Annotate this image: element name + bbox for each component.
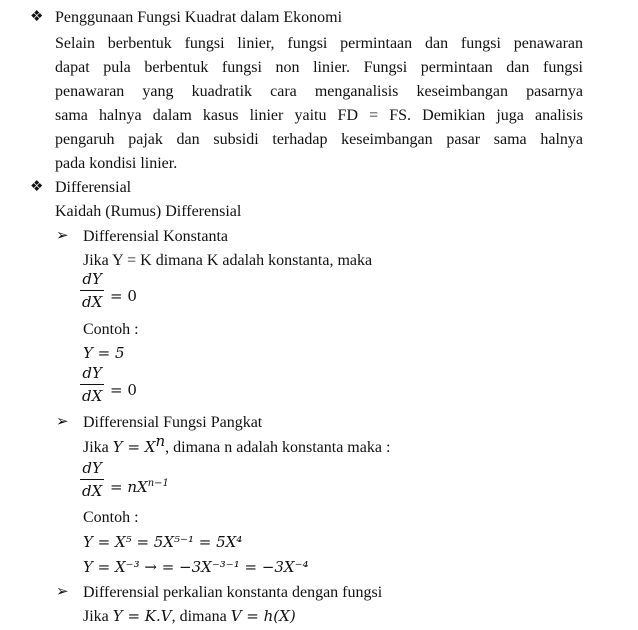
desc-math-exponent: n bbox=[155, 432, 166, 450]
paragraph-line-3: penawaran yang kuadratik cara menganalisis keseimbangan pasarnya bbox=[55, 83, 583, 100]
derivative-fraction bbox=[80, 272, 104, 310]
fraction-bar bbox=[80, 384, 104, 385]
fraction-bar bbox=[80, 479, 104, 480]
rule-constant-desc: Jika Y = K dimana K adalah konstanta, maka bbox=[83, 252, 373, 269]
equation-rhs: = 0 bbox=[110, 287, 137, 305]
power-rule-rhs bbox=[110, 480, 169, 495]
fraction-denominator: dX bbox=[82, 482, 103, 500]
arrowhead-bullet-icon: ➢ bbox=[56, 226, 69, 244]
paragraph-line-6: pada kondisi linier. bbox=[55, 155, 178, 172]
arrowhead-bullet-icon: ➢ bbox=[56, 412, 69, 430]
four-diamond-bullet-icon: ❖ bbox=[30, 177, 44, 195]
desc-prefix: Jika bbox=[83, 439, 109, 456]
section-title-quadratic: Penggunaan Fungsi Kuadrat dalam Ekonomi bbox=[55, 9, 343, 26]
example-rhs: = 0 bbox=[110, 381, 137, 399]
fraction-bar bbox=[80, 290, 104, 291]
rule-power-title: Differensial Fungsi Pangkat bbox=[83, 414, 263, 431]
paragraph-line-2: dapat pula berbentuk fungsi non linier. Fungsi permintaan dan fungsi bbox=[55, 59, 583, 76]
desc-mid: , dimana bbox=[171, 608, 227, 625]
fraction-numerator: dY bbox=[82, 270, 102, 288]
example-equation-1: Y = X⁵ = 5X⁵⁻¹ = 5X⁴ bbox=[83, 533, 243, 551]
desc-math-2: V = h(X) bbox=[230, 607, 296, 625]
rhs-exponent: n−1 bbox=[147, 478, 169, 489]
example-label: Contoh : bbox=[83, 321, 139, 338]
desc-math-1: Y = K.V bbox=[112, 607, 172, 625]
fraction-numerator: dY bbox=[82, 364, 102, 382]
section-title-differential: Differensial bbox=[55, 179, 132, 196]
paragraph-line-1: Selain berbentuk fungsi linier, fungsi permintaan dan fungsi penawaran bbox=[55, 35, 583, 52]
paragraph-line-5: pengaruh pajak dan subsidi terhadap keseimbangan pasar sama halnya bbox=[55, 131, 583, 148]
example-label: Contoh : bbox=[83, 509, 139, 526]
rule-constant-multiply-desc bbox=[83, 609, 296, 625]
example-equation-2: Y = X⁻³ → = −3X⁻³⁻¹ = −3X⁻⁴ bbox=[83, 558, 309, 576]
paragraph-line-4: sama halnya dalam kasus linier yaitu FD = FS. Demikian juga analisis bbox=[55, 107, 583, 124]
rule-constant-multiply-title: Differensial perkalian konstanta dengan fungsi bbox=[83, 584, 383, 601]
desc-prefix: Jika bbox=[83, 608, 109, 625]
rhs-base: = nX bbox=[110, 478, 148, 496]
example-equation: Y = 5 bbox=[83, 344, 125, 362]
arrowhead-bullet-icon: ➢ bbox=[56, 582, 69, 600]
section-subtitle-rules: Kaidah (Rumus) Differensial bbox=[55, 203, 242, 220]
fraction-numerator: dY bbox=[82, 459, 102, 477]
derivative-fraction bbox=[80, 366, 104, 404]
desc-math-base: Y = X bbox=[112, 438, 156, 456]
derivative-fraction bbox=[80, 461, 104, 499]
desc-suffix: , dimana n adalah konstanta maka : bbox=[165, 439, 391, 456]
fraction-denominator: dX bbox=[82, 387, 103, 405]
rule-power-desc bbox=[83, 432, 391, 456]
rule-constant-title: Differensial Konstanta bbox=[83, 228, 228, 245]
fraction-denominator: dX bbox=[82, 293, 103, 311]
four-diamond-bullet-icon: ❖ bbox=[30, 7, 44, 25]
